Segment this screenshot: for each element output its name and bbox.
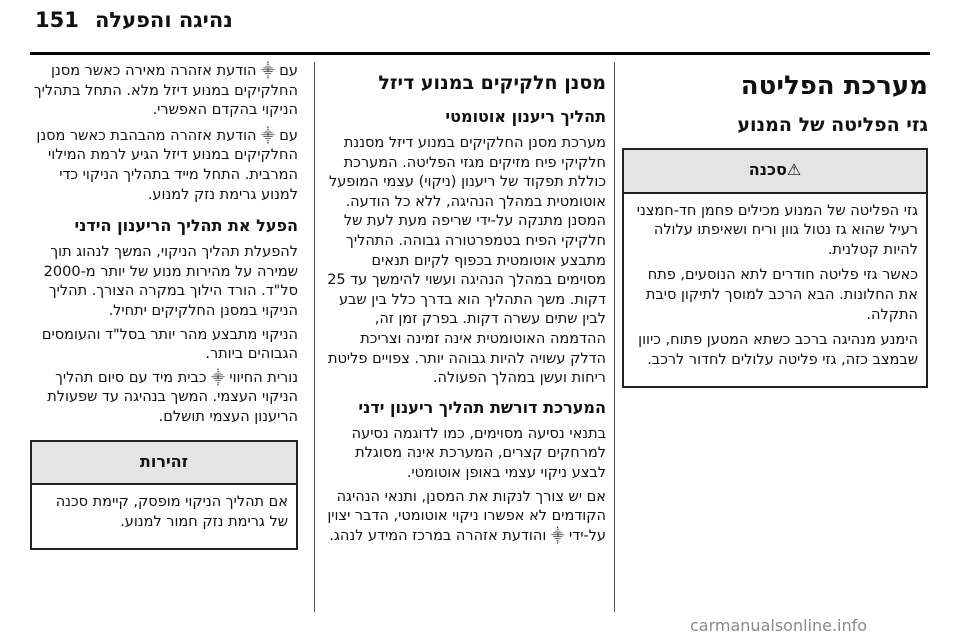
danger-paragraph: הימנע מנהיגה ברכב כשתא המטען פתוח, כיוון שבמצב כזה, גזי פליטה עלולים לחדור לרכב.	[638, 332, 918, 368]
text-segment: נורית החיווי	[229, 369, 298, 386]
page-header	[0, 0, 960, 58]
danger-paragraph: כאשר גזי פליטה חודרים לתא הנוסעים, פתח את החלונות. הבא הרכב למוסך לתיקון סיבת התקלה.	[645, 267, 918, 323]
text-segment: הודעת אזהרה מאירה כאשר מסנן החלקיקים במנוע דיזל מלא. התחל בתהליך הניקוי בהקדם האפשרי.	[33, 63, 298, 119]
running-head: נהיגה והפעלה	[95, 8, 233, 32]
column-middle	[322, 62, 606, 550]
chapter-title: מערכת הפליטה	[740, 71, 928, 101]
auto-regeneration-text: מערכת מסנן החלקיקים במנוע דיזל מסננת חלקיקי פיח מזיקים מגזי הפליטה. המערכת כוללת תפקוד של ריענון (ניקוי) עצמי המופעל אוטומטית במהלך הנהיגה, ללא כל הודעה. המסנן מתנקה על-ידי שריפה מעת לעת של חלקיקי הפיח בטמפרטורה גבוהה. התהליך מתבצע אוטומטית בכפוף לקיום תנאים מסוימים במהלך הנהיגה ועשוי להימשך עד 25 דקות. משך התהליך הוא בדרך כלל בין שבע לבין שתים עשרה דקות. בפרק זמן זה, ההדממה האוטומטית אינה זמינה וצריכת הדלק עשויה להיות גבוהה יותר. צפויים פליטת ריחות ועשן במהלך הפעולה.	[327, 135, 606, 387]
subsection-title-manual-regeneration: המערכת דורשת תהליך ריענון ידני	[358, 397, 606, 417]
danger-paragraph: גזי הפליטה של המנוע מכילים פחמן חד-חמצני רעיל שהוא גז נטול גוון וריח ושאיפתו עלולה להיות קטלנית.	[636, 202, 918, 258]
particle-filter-icon: ⸎	[550, 528, 565, 544]
page-number: 151	[35, 8, 79, 32]
particle-filter-icon: ⸎	[261, 128, 275, 144]
subsection-title-auto-regeneration: תהליך ריענון אוטומטי	[445, 107, 606, 126]
start-manual-text-2: הניקוי מתבצע מהר יותר בסל"ד והעומסים הגבוהים ביותר.	[41, 326, 298, 363]
column-divider	[314, 62, 315, 612]
text-segment: והודעת אזהרה במרכז המידע לנהג.	[329, 527, 547, 544]
danger-box-heading	[624, 150, 926, 194]
caution-box	[30, 440, 298, 551]
text-segment: הודעת אזהרה מהבהבת כאשר מסנן החלקיקים במנוע דיזל הגיע לרמת המילוי המרבית. התחל מייד בתהליך הניקוי כדי למנוע גרימת נזק למנוע.	[36, 127, 298, 203]
particle-filter-icon: ⸎	[261, 64, 275, 79]
section-title-dpf: מסנן חלקיקים במנוע דיזל	[378, 72, 606, 94]
danger-box	[622, 148, 928, 388]
manual-regeneration-text-1: בתנאי נסיעה מסוימים, כמו לדוגמה נסיעה למרחקים קצרים, המערכת אינה מסוגלת לבצע ניקוי עצמי באופן אוטומטי.	[351, 425, 606, 481]
danger-box-body	[624, 194, 926, 387]
caution-text: אם תהליך הניקוי מופסק, קיימת סכנה של גרימת נזק חמור למנוע.	[55, 494, 288, 530]
warning-flashing-text	[30, 127, 298, 205]
header-rule	[30, 52, 930, 55]
warning-lit-text	[30, 62, 298, 121]
caution-box-body	[32, 485, 296, 548]
text-segment: עם	[279, 63, 298, 79]
caution-box-heading: זהירות	[32, 442, 296, 486]
particle-filter-icon: ⸎	[211, 370, 225, 386]
warning-triangle-icon: ⚠	[786, 160, 802, 179]
manual-regeneration-text-2	[322, 488, 606, 547]
column-left	[30, 62, 298, 550]
section-title-start-manual: הפעל את תהליך הריענון הידני	[74, 216, 298, 236]
column-divider	[614, 62, 615, 612]
watermark: carmanualsonline.info	[690, 616, 868, 635]
text-segment: כבית מיד עם סיום תהליך הניקוי העצמי. המשך בנהיגה עד שפעולת הריענון העצמי תושלם.	[47, 369, 298, 425]
column-right	[622, 62, 928, 388]
danger-heading-text: סכנה	[748, 160, 787, 179]
text-segment: עם	[279, 127, 298, 144]
text-segment: אם יש צורך לנקות את המסנן, ותנאי הנהיגה הקודמים לא אפשרו ניקוי אוטומטי, הדבר יצוין על-ידי	[327, 488, 606, 544]
start-manual-text-3	[30, 369, 298, 428]
start-manual-text-1: להפעלת תהליך הניקוי, המשך לנהוג תוך שמירה על מהירות מנוע של יותר מ-2000 סל"ד. הורד הילוך במקרה הצורך. תהליך הניקוי במסנן החלקיקים יתחיל.	[43, 244, 298, 319]
section-title-exhaust: גזי הפליטה של המנוע	[737, 114, 928, 136]
